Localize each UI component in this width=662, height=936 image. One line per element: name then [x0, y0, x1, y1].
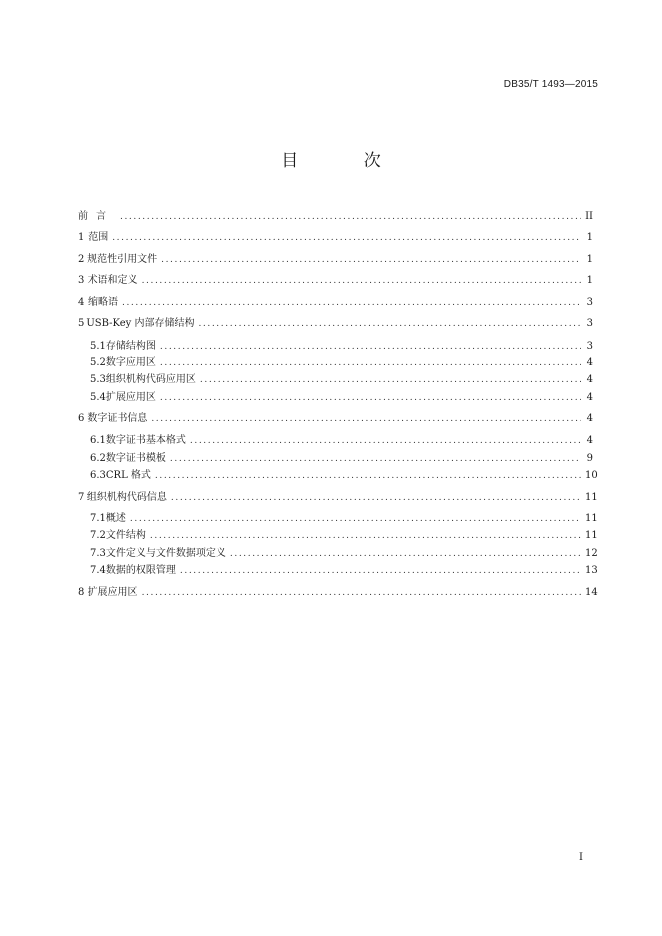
toc-entry-page: 9: [586, 453, 593, 464]
toc-entry-page: 3: [586, 341, 593, 352]
dot-leader: [142, 276, 581, 286]
toc-entry[interactable]: [90, 526, 598, 542]
toc-entry-page: 3: [586, 297, 593, 308]
toc-entry-page: 1: [586, 232, 593, 243]
toc-entry-label: 范围: [88, 232, 109, 243]
dot-leader: [150, 531, 581, 541]
toc-entry-number: 7.4: [90, 565, 106, 576]
dot-leader: [180, 566, 581, 576]
toc-entry[interactable]: [78, 207, 593, 223]
dot-leader: [170, 454, 581, 464]
toc-entry[interactable]: [78, 583, 598, 599]
toc-entry-label: 文件结构: [105, 530, 146, 541]
dot-leader: [130, 514, 581, 524]
page-number: I: [579, 852, 583, 863]
dot-leader: [190, 436, 581, 446]
toc-entry-page: 4: [586, 392, 593, 403]
toc-entry-page: 4: [586, 413, 593, 424]
toc-entry[interactable]: [90, 353, 593, 369]
toc-entry-number: 6.1: [90, 435, 106, 446]
dot-leader: [160, 342, 581, 352]
toc-entry-number: 6.2: [90, 453, 106, 464]
toc-entry-page: 4: [586, 435, 593, 446]
dot-leader: [230, 549, 581, 559]
dot-leader: [161, 255, 581, 265]
toc-entry-number: 5.1: [90, 341, 106, 352]
toc-entry-label: 扩展应用区: [87, 587, 138, 598]
toc-entry-number: 6.3: [90, 470, 106, 481]
toc-entry-label: CRL 格式: [105, 470, 151, 481]
toc-entry-number: 3: [78, 275, 85, 286]
toc-entry-page: 12: [585, 548, 598, 559]
toc-entry-number: 6: [78, 413, 85, 424]
dot-leader: [142, 588, 581, 598]
toc-entry[interactable]: [90, 509, 598, 525]
toc-entry-label: 术语和定义: [87, 275, 138, 286]
toc-entry-number: 7.3: [90, 548, 106, 559]
toc-entry-label: 数字证书模板: [105, 453, 166, 464]
toc-entry-page: 11: [585, 513, 598, 524]
toc-entry-number: 4: [78, 297, 85, 308]
dot-leader: [120, 212, 581, 222]
toc-entry[interactable]: [78, 271, 593, 287]
toc-entry-page: 3: [586, 318, 593, 329]
dot-leader: [160, 393, 581, 403]
toc-entry-number: 2: [78, 254, 85, 265]
toc-entry-label: 文件定义与文件数据项定义: [105, 548, 226, 559]
toc-entry-number: 1: [78, 232, 85, 243]
toc-entry-page: 4: [586, 357, 593, 368]
toc-entry-number: 8: [78, 587, 85, 598]
dot-leader: [198, 319, 581, 329]
toc-entry-page: 1: [586, 254, 593, 265]
toc-entry-page: 11: [585, 492, 598, 503]
toc-entry[interactable]: [78, 488, 598, 504]
toc-entry[interactable]: [90, 449, 593, 465]
page-title: 目 次: [281, 151, 411, 171]
dot-leader: [112, 233, 581, 243]
dot-leader: [122, 298, 581, 308]
toc-entry-label: 缩略语: [87, 297, 118, 308]
toc-entry-number: 7.2: [90, 530, 106, 541]
toc-entry[interactable]: [90, 544, 598, 560]
toc-entry-label: USB-Key 内部存储结构: [86, 318, 195, 329]
toc-entry-page: II: [585, 211, 593, 222]
toc-entry-label: 规范性引用文件: [87, 254, 158, 265]
toc-entry-number: 5: [78, 318, 85, 329]
toc-entry-page: 13: [585, 565, 598, 576]
toc-entry-label: 数字证书信息: [87, 413, 148, 424]
toc-entry[interactable]: [90, 561, 598, 577]
toc-entry[interactable]: [90, 388, 593, 404]
toc-entry-page: 10: [585, 470, 598, 481]
toc-entry[interactable]: [78, 409, 593, 425]
toc-entry[interactable]: [78, 250, 593, 266]
toc-entry[interactable]: [90, 370, 593, 386]
toc-entry[interactable]: [78, 293, 593, 309]
toc-entry[interactable]: [78, 228, 593, 244]
toc-entry[interactable]: [90, 466, 598, 482]
toc-entry-number: 5.3: [90, 374, 106, 385]
toc-entry-page: 14: [585, 587, 598, 598]
toc-entry-label: 扩展应用区: [105, 392, 156, 403]
toc-entry-number: 5.4: [90, 392, 106, 403]
toc-entry-label: 概述: [105, 513, 126, 524]
toc-entry-label: 数据的权限管理: [105, 565, 176, 576]
toc-entry[interactable]: [78, 314, 593, 330]
toc-entry-label: 数字证书基本格式: [105, 435, 186, 446]
dot-leader: [160, 358, 581, 368]
dot-leader: [200, 375, 581, 385]
toc-entry-label: 数字应用区: [105, 357, 156, 368]
toc-entry-number: 7.1: [90, 513, 106, 524]
toc-entry-page: 11: [585, 530, 598, 541]
toc-entry-label: 组织机构代码信息: [86, 492, 167, 503]
toc-entry-page: 1: [586, 275, 593, 286]
toc-entry-number: 前: [78, 211, 88, 222]
toc-entry[interactable]: [90, 337, 593, 353]
dot-leader: [155, 471, 581, 481]
toc-entry-label: 言: [96, 211, 116, 222]
document-code: DB35/T 1493—2015: [503, 79, 598, 90]
toc-entry-page: 4: [586, 374, 593, 385]
toc-entry-number: 7: [78, 492, 85, 503]
toc-entry[interactable]: [90, 431, 593, 447]
toc-entry-number: 5.2: [90, 357, 106, 368]
toc-entry-label: 存储结构图: [105, 341, 156, 352]
toc-entry-label: 组织机构代码应用区: [105, 374, 196, 385]
dot-leader: [171, 493, 581, 503]
dot-leader: [151, 414, 581, 424]
